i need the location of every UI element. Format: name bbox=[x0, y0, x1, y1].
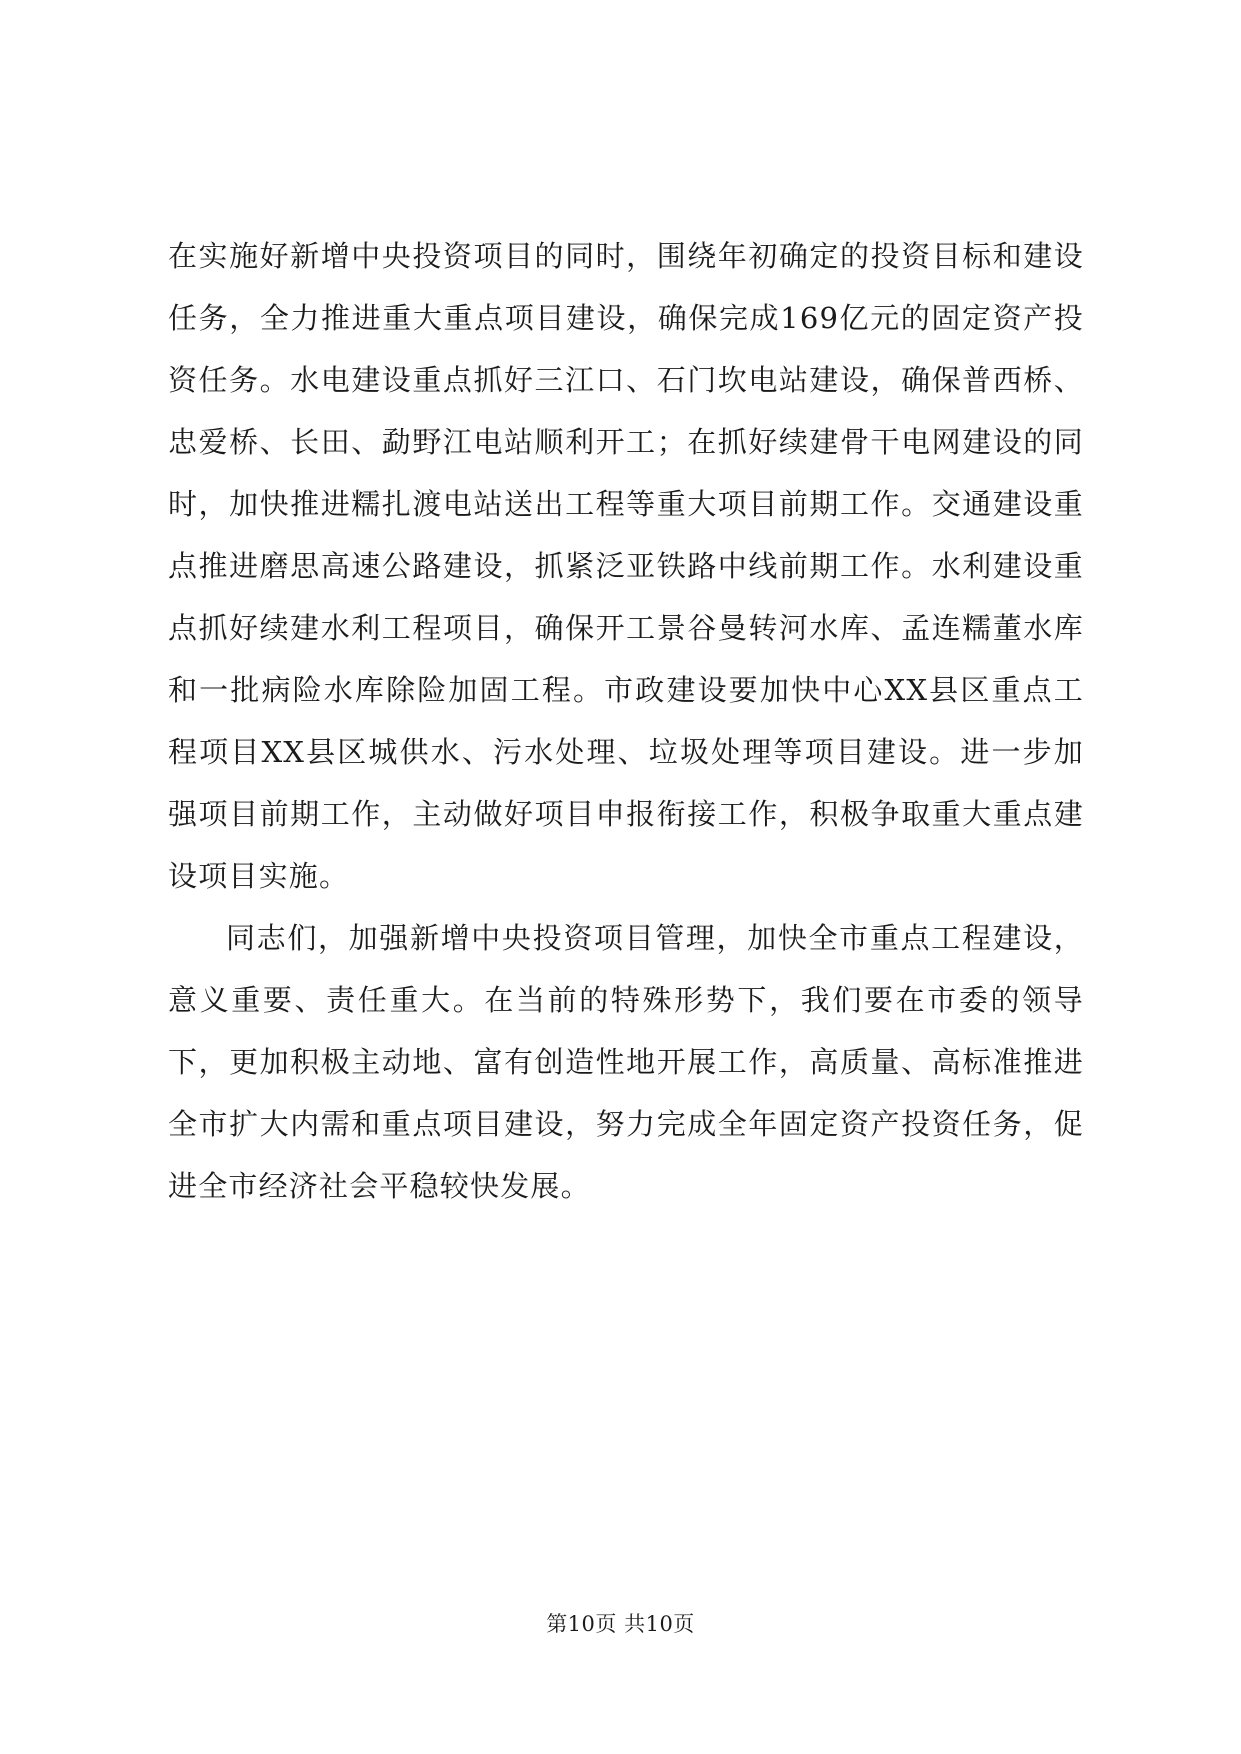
page-footer: 第10页 共10页 bbox=[546, 1612, 695, 1636]
body-paragraph-1: 在实施好新增中央投资项目的同时，围绕年初确定的投资目标和建设任务，全力推进重大重点项目建设，确保完成169亿元的固定资产投资任务。水电建设重点抓好三江口、石门坎电站建设，确保普西桥、忠爱桥、长田、勐野江电站顺利开工；在抓好续建骨干电网建设的同时，加快推进糯扎渡电站送出工程等重大项目前期工作。交通建设重点推进磨思高速公路建设，抓紧泛亚铁路中线前期工作。水利建设重点抓好续建水利工程项目，确保开工景谷曼转河水库、孟连糯董水库和一批病险水库除险加固工程。市政建设要加快中心XX县区重点工程项目XX县区城供水、污水处理、垃圾处理等项目建设。进一步加强项目前期工作，主动做好项目申报衔接工作，积极争取重大重点建设项目实施。 bbox=[168, 239, 1084, 893]
body-paragraph-2: 同志们，加强新增中央投资项目管理，加快全市重点工程建设，意义重要、责任重大。在当前的特殊形势下，我们要在市委的领导下，更加积极主动地、富有创造性地开展工作，高质量、高标准推进全市扩大内需和重点项目建设，努力完成全年固定资产投资任务，促进全市经济社会平稳较快发展。 bbox=[168, 921, 1084, 1203]
document-body bbox=[168, 225, 1084, 1217]
